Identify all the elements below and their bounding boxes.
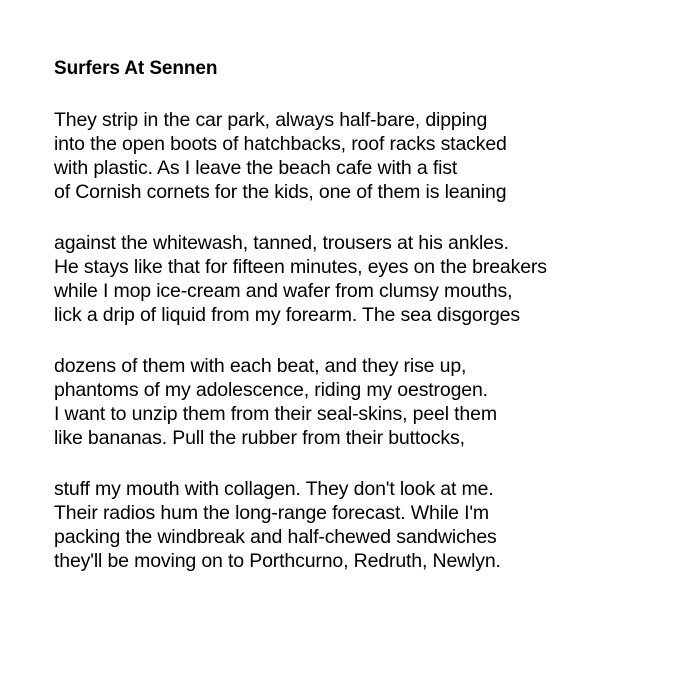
poem-line: They strip in the car park, always half-bare, dipping [54, 109, 488, 131]
poem-line: Their radios hum the long-range forecast. While I'm [54, 502, 490, 524]
poem-line: He stays like that for fifteen minutes, eyes on the breakers [54, 256, 547, 278]
poem-line: like bananas. Pull the rubber from their buttocks, [54, 427, 465, 449]
poem-line: stuff my mouth with collagen. They don't look at me. [54, 478, 494, 500]
poem-line: I want to unzip them from their seal-skins, peel them [54, 403, 497, 425]
poem-line: while I mop ice-cream and wafer from clumsy mouths, [54, 280, 513, 302]
poem-line: of Cornish cornets for the kids, one of them is leaning [54, 181, 507, 203]
poem-line: against the whitewash, tanned, trousers at his ankles. [54, 232, 509, 254]
poem-line: they'll be moving on to Porthcurno, Redruth, Newlyn. [54, 550, 501, 572]
stanza-2 [54, 231, 674, 327]
stanza-1 [54, 108, 674, 204]
stanza-3 [54, 354, 674, 450]
poem-line: with plastic. As I leave the beach cafe with a fist [54, 157, 458, 179]
poem-line: lick a drip of liquid from my forearm. The sea disgorges [54, 304, 520, 326]
poem-line: phantoms of my adolescence, riding my oestrogen. [54, 379, 488, 401]
poem-title: Surfers At Sennen [54, 58, 218, 79]
stanza-4 [54, 477, 674, 573]
poem-line: into the open boots of hatchbacks, roof racks stacked [54, 133, 507, 155]
poem-line: packing the windbreak and half-chewed sandwiches [54, 526, 497, 548]
poem-document [54, 56, 674, 600]
poem-line: dozens of them with each beat, and they rise up, [54, 355, 467, 377]
